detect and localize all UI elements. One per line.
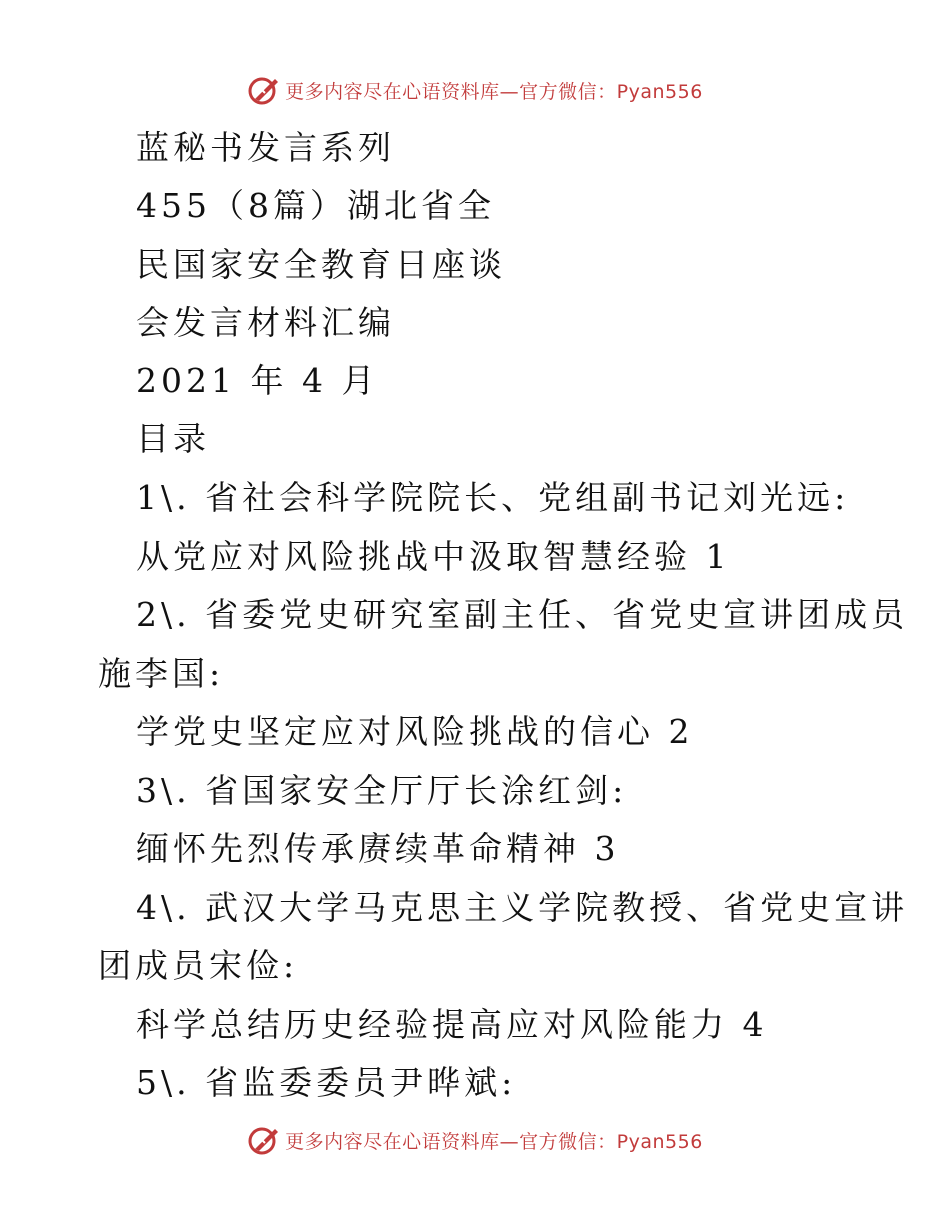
doc-series-title: 蓝秘书发言系列 <box>136 128 395 167</box>
doc-title-line-1: 455（8篇）湖北省全 <box>136 186 495 225</box>
toc-item-4-author: 4\. 武汉大学马克思主义学院教授、省党史宣讲 <box>136 888 909 927</box>
watermark-text: 更多内容尽在心语资料库—官方微信：Pyan556 <box>285 80 703 103</box>
toc-item-3-author: 3\. 省国家安全厅厅长涂红剑: <box>136 771 628 810</box>
toc-heading: 目录 <box>136 419 210 458</box>
toc-item-1-title: 从党应对风险挑战中汲取智慧经验 1 <box>136 537 731 576</box>
toc-item-1-author: 1\. 省社会科学院院长、党组副书记刘光远: <box>136 478 850 517</box>
toc-item-5-author: 5\. 省监委委员尹晔斌: <box>136 1063 517 1102</box>
doc-title-line-2: 民国家安全教育日座谈 <box>136 245 506 284</box>
quill-logo-icon <box>247 73 281 107</box>
header-watermark <box>0 70 950 110</box>
toc-item-4-title: 科学总结历史经验提高应对风险能力 4 <box>136 1005 768 1044</box>
toc-item-2-author: 2\. 省委党史研究室副主任、省党史宣讲团成员 <box>136 595 909 634</box>
watermark-text: 更多内容尽在心语资料库—官方微信：Pyan556 <box>285 1130 703 1153</box>
doc-date: 2021 年 4 月 <box>136 361 379 400</box>
toc-item-2-title: 学党史坚定应对风险挑战的信心 2 <box>136 712 694 751</box>
footer-watermark <box>0 1120 950 1160</box>
quill-logo-icon <box>247 1123 281 1157</box>
doc-title-line-3: 会发言材料汇编 <box>136 303 395 342</box>
toc-item-3-title: 缅怀先烈传承赓续革命精神 3 <box>136 829 620 868</box>
toc-item-4-author-cont: 团成员宋俭: <box>98 946 299 985</box>
toc-item-2-author-cont: 施李国: <box>98 654 225 693</box>
